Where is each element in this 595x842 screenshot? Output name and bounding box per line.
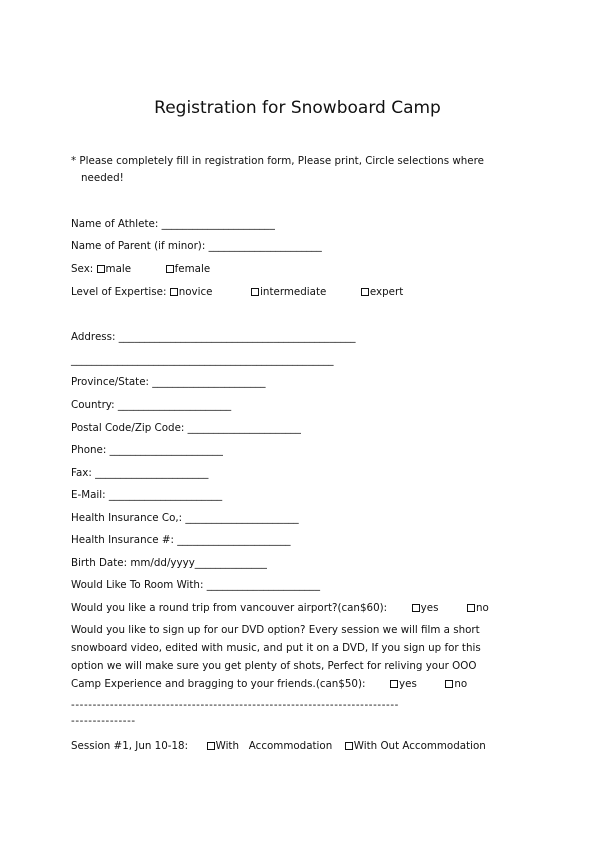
phone-field[interactable]: Phone: ______________________ bbox=[71, 444, 223, 456]
dvd-line-2: snowboard video, edited with music, and put it on a DVD, If you sign up for this bbox=[71, 642, 481, 654]
expert-label: expert bbox=[369, 286, 404, 298]
roommate-field[interactable]: Would Like To Room With: ______________________ bbox=[71, 579, 320, 591]
airport-row bbox=[71, 601, 489, 615]
session-row bbox=[71, 739, 486, 753]
expert-checkbox[interactable] bbox=[361, 288, 369, 296]
sex-row bbox=[71, 262, 210, 276]
female-label: female bbox=[174, 263, 211, 275]
instruction-line-2: needed! bbox=[81, 172, 124, 184]
female-checkbox[interactable] bbox=[166, 265, 174, 273]
expertise-label: Level of Expertise: bbox=[71, 286, 167, 298]
airport-no-checkbox[interactable] bbox=[467, 604, 475, 612]
separator-line-2: --------------- bbox=[71, 715, 136, 727]
dvd-row bbox=[71, 677, 467, 691]
airport-question: Would you like a round trip from vancouver airport?(can$60): bbox=[71, 602, 388, 614]
fax-field[interactable]: Fax: ______________________ bbox=[71, 467, 209, 479]
dvd-no-label: no bbox=[454, 678, 468, 690]
dvd-no-checkbox[interactable] bbox=[445, 680, 453, 688]
airport-yes-label: yes bbox=[420, 602, 439, 614]
without-accommodation-checkbox[interactable] bbox=[345, 742, 353, 750]
male-label: male bbox=[105, 263, 132, 275]
novice-checkbox[interactable] bbox=[170, 288, 178, 296]
athlete-name-field[interactable]: Name of Athlete: ______________________ bbox=[71, 218, 275, 230]
male-checkbox[interactable] bbox=[97, 265, 105, 273]
province-field[interactable]: Province/State: ______________________ bbox=[71, 376, 266, 388]
address-field-line-1[interactable]: Address: ______________________________________________ bbox=[71, 331, 356, 343]
with-accommodation-label: With Accommodation bbox=[215, 740, 333, 752]
dvd-line-3: option we will make sure you get plenty of shots, Perfect for reliving your OOO bbox=[71, 660, 477, 672]
airport-yes-checkbox[interactable] bbox=[412, 604, 420, 612]
document-title: Registration for Snowboard Camp bbox=[154, 98, 441, 118]
postal-code-field[interactable]: Postal Code/Zip Code: ______________________ bbox=[71, 422, 301, 434]
dvd-line-4: Camp Experience and bragging to your friends.(can$50): bbox=[71, 678, 366, 690]
country-field[interactable]: Country: ______________________ bbox=[71, 399, 232, 411]
health-insurance-number-field[interactable]: Health Insurance #: ______________________ bbox=[71, 534, 291, 546]
dvd-yes-label: yes bbox=[399, 678, 417, 690]
novice-label: novice bbox=[178, 286, 213, 298]
email-field[interactable]: E-Mail: ______________________ bbox=[71, 489, 223, 501]
separator-line-1: ---------------------------------------------------------------------------- bbox=[71, 699, 399, 711]
with-accommodation-checkbox[interactable] bbox=[207, 742, 215, 750]
dvd-yes-checkbox[interactable] bbox=[390, 680, 398, 688]
intermediate-checkbox[interactable] bbox=[251, 288, 259, 296]
parent-name-field[interactable]: Name of Parent (if minor): ______________________ bbox=[71, 240, 322, 252]
sex-label: Sex: bbox=[71, 263, 94, 275]
expertise-row bbox=[71, 285, 403, 299]
airport-no-label: no bbox=[476, 602, 489, 614]
birth-date-field[interactable]: Birth Date: mm/dd/yyyy______________ bbox=[71, 557, 267, 569]
without-accommodation-label: With Out Accommodation bbox=[353, 740, 486, 752]
session-label: Session #1, Jun 10-18: bbox=[71, 740, 189, 752]
instruction-line-1: * Please completely fill in registration form, Please print, Circle selections where bbox=[71, 155, 484, 167]
dvd-line-1: Would you like to sign up for our DVD option? Every session we will film a short bbox=[71, 624, 480, 636]
intermediate-label: intermediate bbox=[260, 286, 327, 298]
health-insurance-company-field[interactable]: Health Insurance Co,: ______________________ bbox=[71, 512, 299, 524]
address-field-line-2[interactable]: ___________________________________________________ bbox=[71, 354, 334, 366]
